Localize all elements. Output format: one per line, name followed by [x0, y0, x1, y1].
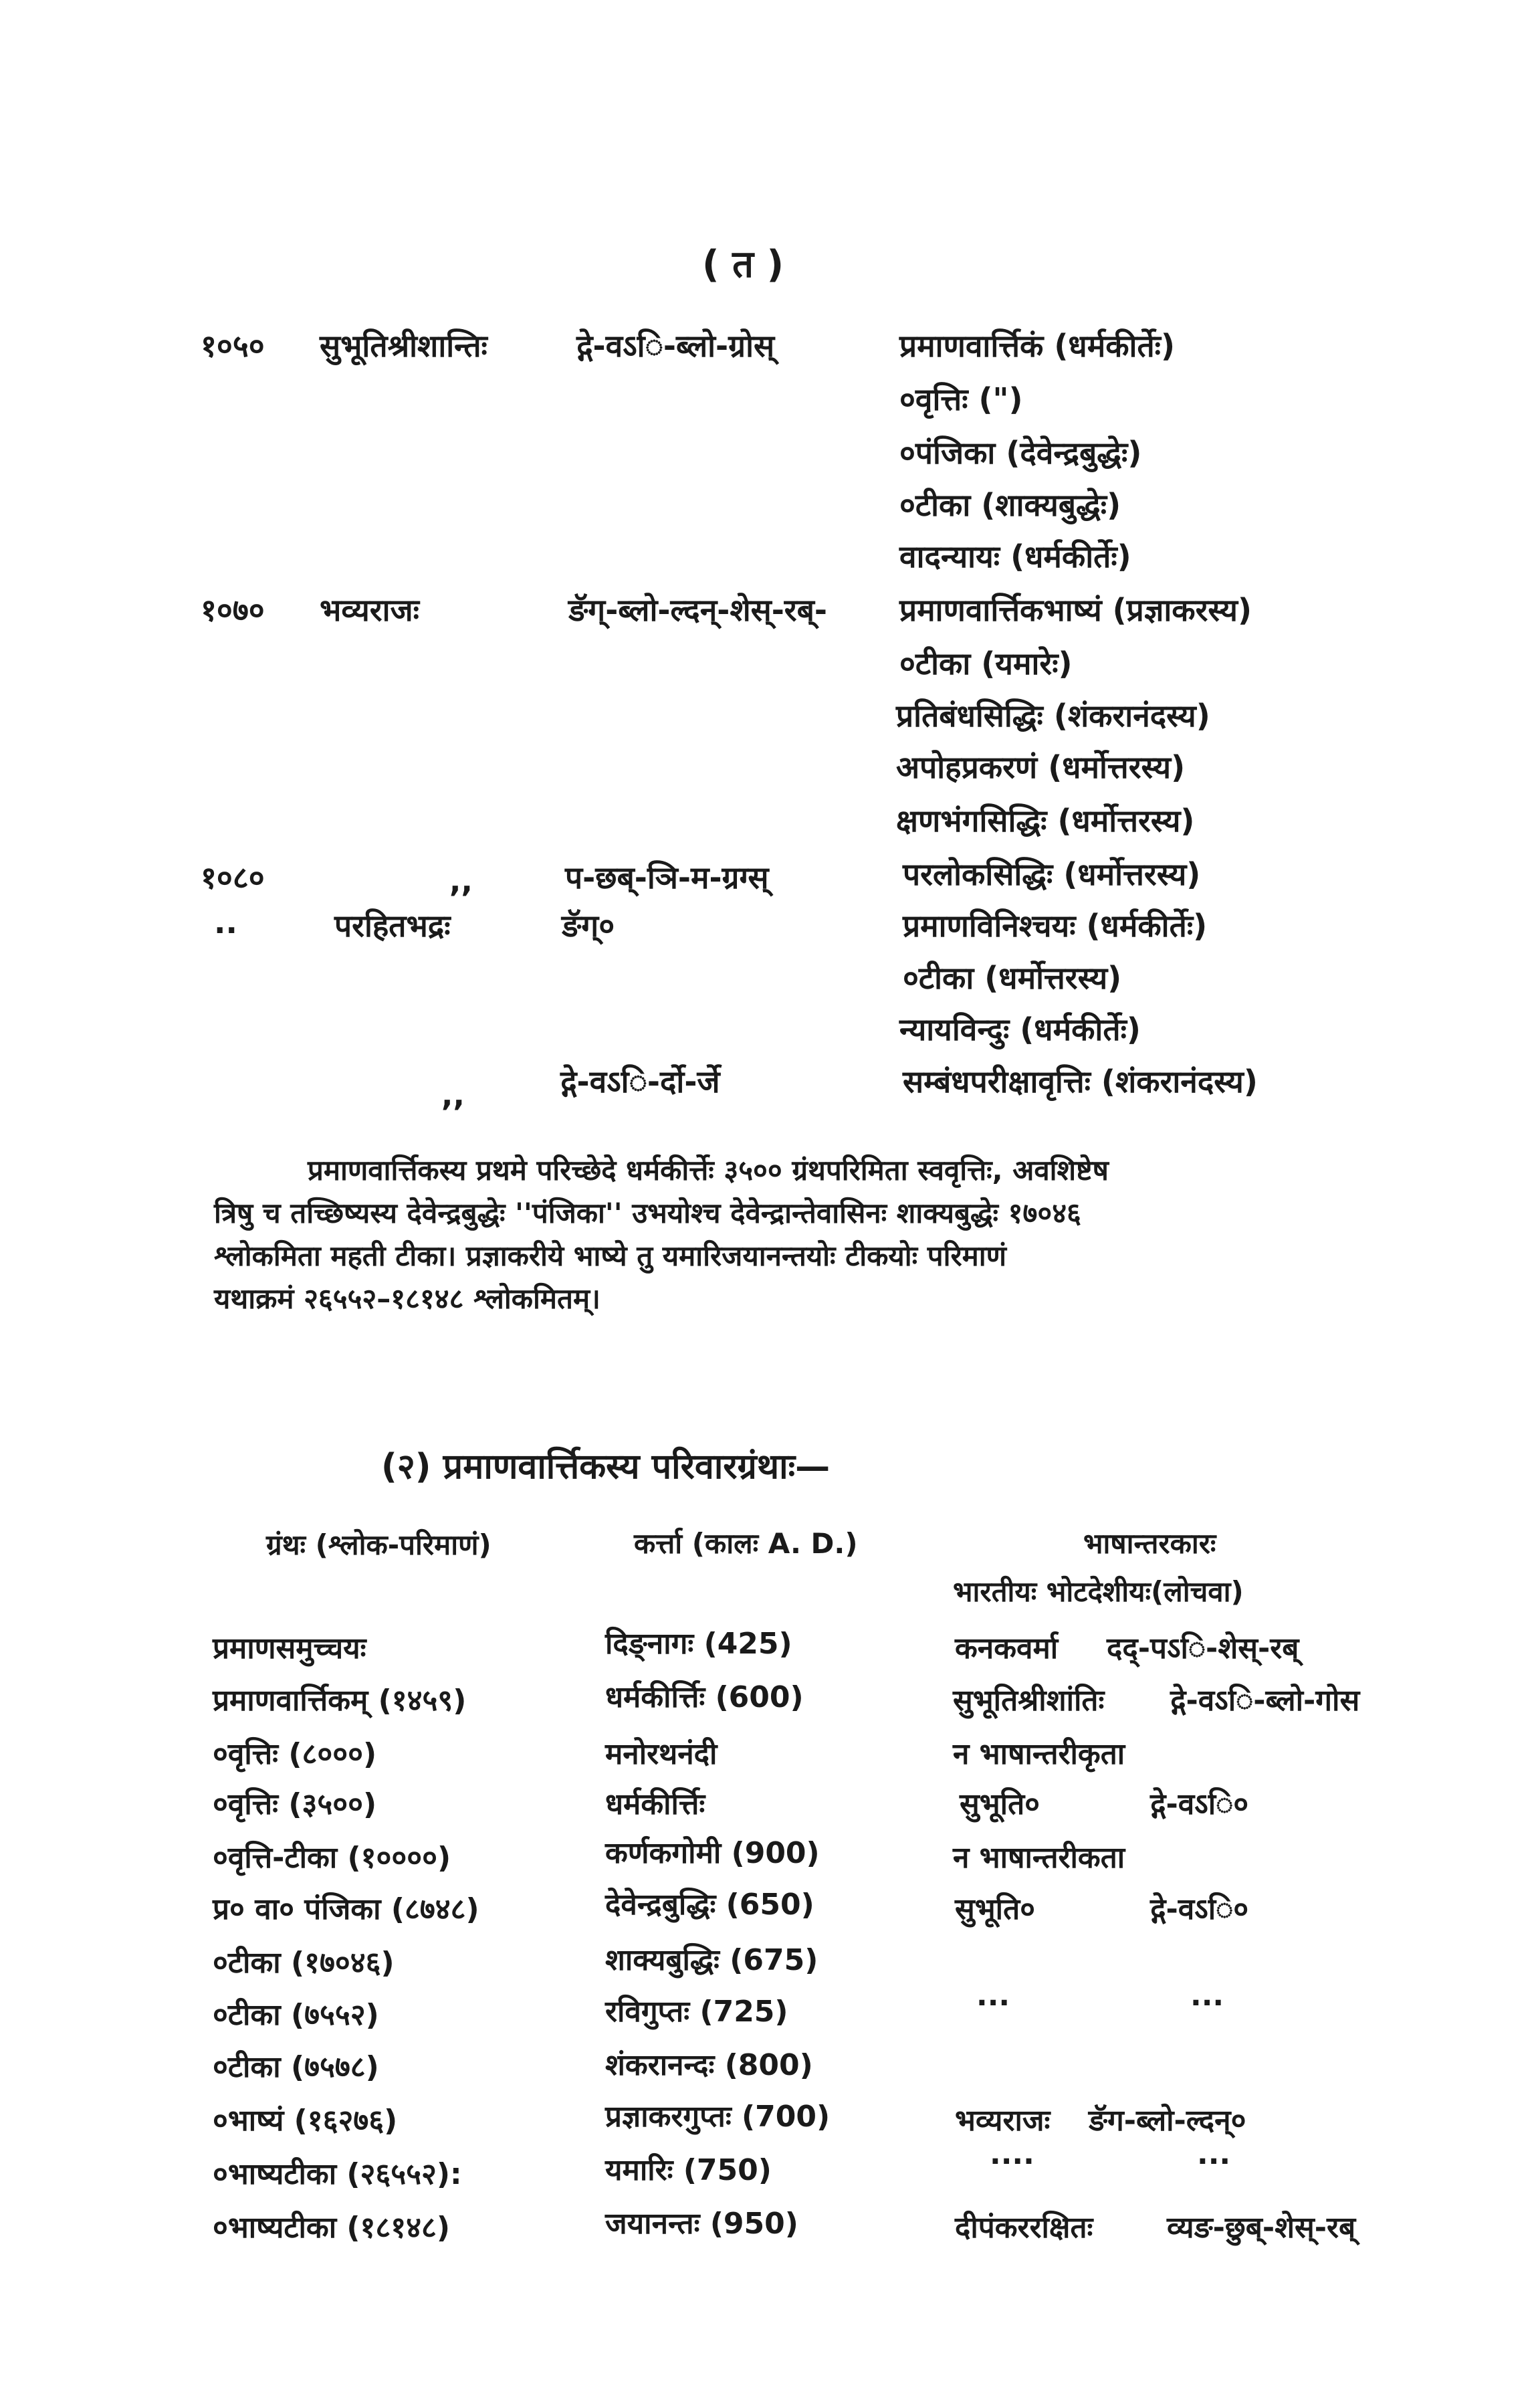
table-row-year: ..: [214, 904, 237, 940]
table-row-author: धर्मकीर्त्तिः: [605, 1787, 705, 1821]
table-row-author: रविगुप्तः (725): [605, 1995, 788, 2029]
paragraph-line: त्रिषु च तच्छिष्यस्य देवेन्द्रबुद्धेः ''पंजिका'' उभयोश्च देवेन्द्रान्तेवासिनः शाक्यबुद्धेः १७०४६: [214, 1197, 1081, 1229]
table-row-translator-tibetan: ...: [1197, 2137, 1231, 2171]
table-row-translator-indian: न भाषान्तरीकृता: [953, 1737, 1125, 1771]
table-row-year: १०७०: [201, 592, 265, 628]
table-row-author: यमारिः (750): [605, 2153, 772, 2187]
page-number: ( त ): [702, 243, 784, 286]
table-row-work: अपोहप्रकरणं (धर्मोत्तरस्य): [896, 749, 1186, 785]
table-row-work: क्षणभंगसिद्धिः (धर्मोत्तरस्य): [896, 803, 1195, 839]
table-row-translator: सुभूतिश्रीशान्तिः: [320, 328, 487, 364]
table-row-work: ०टीका (शाक्यबुद्धेः): [899, 487, 1121, 523]
table-row-author: कर्णकगोमी (900): [605, 1836, 820, 1870]
table-row-work: ०टीका (७५७८): [213, 2050, 379, 2084]
table-row-translator-indian: न भाषान्तरीकता: [953, 1841, 1125, 1875]
table-row-translator-indian: भव्यराजः: [955, 2104, 1051, 2138]
table-row-translator: परहितभद्रः: [334, 908, 451, 944]
table-row-author: शंकरानन्दः (800): [605, 2048, 813, 2082]
table-row-author: प्रज्ञाकरगुप्तः (700): [605, 2100, 831, 2134]
table-row-work: ०पंजिका (देवेन्द्रबुद्धेः): [899, 435, 1142, 471]
table-row-work: सम्बंधपरीक्षावृत्तिः (शंकरानंदस्य): [903, 1064, 1258, 1100]
column-header-translator: भाषान्तरकारः: [1083, 1527, 1216, 1560]
paragraph-line: प्रमाणवार्त्तिकस्य प्रथमे परिच्छेदे धर्मकीर्त्तेः ३५०० ग्रंथपरिमिता स्ववृत्तिः, अवशिष्टेष: [308, 1154, 1109, 1187]
table-row-work: प्रतिबंधसिद्धिः (शंकरानंदस्य): [896, 698, 1210, 734]
table-row-work: ०भाष्यटीका (१८१४८): [213, 2211, 451, 2245]
table-row-author: धर्मकीर्त्तिः (600): [605, 1680, 804, 1714]
table-row-translator-tibetan: ङॅग-ब्लो-ल्दन्०: [1089, 2104, 1246, 2138]
table-row-author: शाक्यबुद्धिः (675): [605, 1943, 818, 1977]
column-subheader-translator: भारतीयः भोटदेशीयः(लोचवा): [953, 1575, 1244, 1608]
table-row-work: प्रमाणसमुच्चयः: [213, 1631, 366, 1666]
table-row-translator: ,,: [441, 1077, 465, 1113]
table-row-translator-indian: दीपंकररक्षितः: [955, 2211, 1093, 2245]
table-row-work: ०टीका (यमारेः): [899, 645, 1073, 682]
table-row-author: देवेन्द्रबुद्धिः (650): [605, 1888, 814, 1922]
column-header-author: कर्त्ता (कालः A. D.): [634, 1527, 858, 1560]
table-row-translator: ,,: [449, 863, 473, 899]
table-row-tibetan: प-छब्-ञि-म-ग्रग्स्: [565, 860, 769, 896]
table-row-translator-tibetan: ...: [1190, 1979, 1224, 2013]
table-row-work: ०वृत्तिः (८०००): [213, 1737, 377, 1771]
table-row-year: १०५०: [201, 328, 265, 364]
table-row-translator-indian: ....: [990, 2137, 1034, 2171]
table-row-year: १०८०: [201, 860, 265, 896]
table-row-translator-tibetan: द्गे-वऽि-ब्लो-गोस: [1170, 1684, 1360, 1718]
table-row-author: दिङ्नागः (425): [605, 1627, 792, 1661]
table-row-work: ०टीका (७५५२): [213, 1998, 379, 2032]
table-row-translator-tibetan: दद्-पऽि-शेस्-रब्: [1107, 1631, 1299, 1666]
table-row-translator-indian: सुभूति०: [955, 1892, 1036, 1926]
table-row-work: ०वृत्तिः (३५००): [213, 1787, 377, 1821]
table-row-tibetan: द्गे-वऽि-ब्लो-ग्रोस्: [576, 328, 775, 364]
table-row-work: ०वृत्तिः ("): [899, 381, 1023, 417]
table-row-work: प्रमाणवार्त्तिकं (धर्मकीर्तेः): [899, 328, 1175, 364]
table-row-work: ०टीका (१७०४६): [213, 1946, 395, 1980]
table-row-work: वादन्यायः (धर्मकीर्तेः): [899, 538, 1131, 575]
table-row-work: प्रमाणविनिश्चयः (धर्मकीर्तेः): [903, 908, 1208, 944]
table-row-translator-tibetan: द्गे-वऽि०: [1150, 1787, 1249, 1821]
table-row-work: प्र० वा० पंजिका (८७४८): [213, 1892, 479, 1926]
note-paragraph: [214, 1149, 1344, 1320]
table-row-work: प्रमाणवार्त्तिकम् (१४५९): [213, 1684, 467, 1718]
table-row-translator-indian: सुभूति०: [960, 1787, 1040, 1821]
table-row-author: जयानन्तः (950): [605, 2207, 798, 2241]
table-row-tibetan: द्गे-वऽि-र्दो-र्जे: [560, 1064, 720, 1100]
table-row-translator-indian: सुभूतिश्रीशांतिः: [953, 1684, 1105, 1718]
table-row-work: ०वृत्ति-टीका (१००००): [213, 1841, 451, 1875]
table-row-work: ०भाष्यं (१६२७६): [213, 2104, 398, 2138]
column-header-work: ग्रंथः (श्लोक-परिमाणं): [266, 1528, 491, 1561]
section-heading: (२) प्रमाणवार्त्तिकस्य परिवारग्रंथाः—: [381, 1447, 831, 1487]
table-row-work: न्यायविन्दुः (धर्मकीर्तेः): [899, 1011, 1141, 1047]
paragraph-line: यथाक्रमं २६५५२–१८१४८ श्लोकमितम्।: [214, 1282, 600, 1315]
table-row-work: प्रमाणवार्त्तिकभाष्यं (प्रज्ञाकरस्य): [899, 592, 1252, 628]
paragraph-line: श्लोकमिता महती टीका। प्रज्ञाकरीये भाष्ये तु यमारिजयानन्तयोः टीकयोः परिमाणं: [214, 1239, 1007, 1272]
table-row-work: ०भाष्यटीका (२६५५२):: [213, 2157, 462, 2191]
table-row-work: ०टीका (धर्मोत्तरस्य): [903, 960, 1122, 996]
table-row-translator-indian: कनकवर्मा: [955, 1631, 1059, 1666]
table-row-author: मनोरथनंदी: [605, 1737, 718, 1771]
table-row-tibetan: ङॅग्०: [562, 908, 615, 944]
table-row-tibetan: ङॅग्-ब्लो-ल्दन्-शेस्-रब्-: [568, 592, 827, 628]
table-row-work: परलोकसिद्धिः (धर्मोत्तरस्य): [903, 856, 1201, 892]
table-row-translator-indian: ...: [976, 1979, 1010, 2013]
table-row-translator-tibetan: द्गे-वऽि०: [1150, 1892, 1249, 1926]
table-row-translator: भव्यराजः: [320, 592, 419, 628]
table-row-translator-tibetan: व्यङ-छुब्-शेस्-रब्: [1167, 2211, 1356, 2245]
